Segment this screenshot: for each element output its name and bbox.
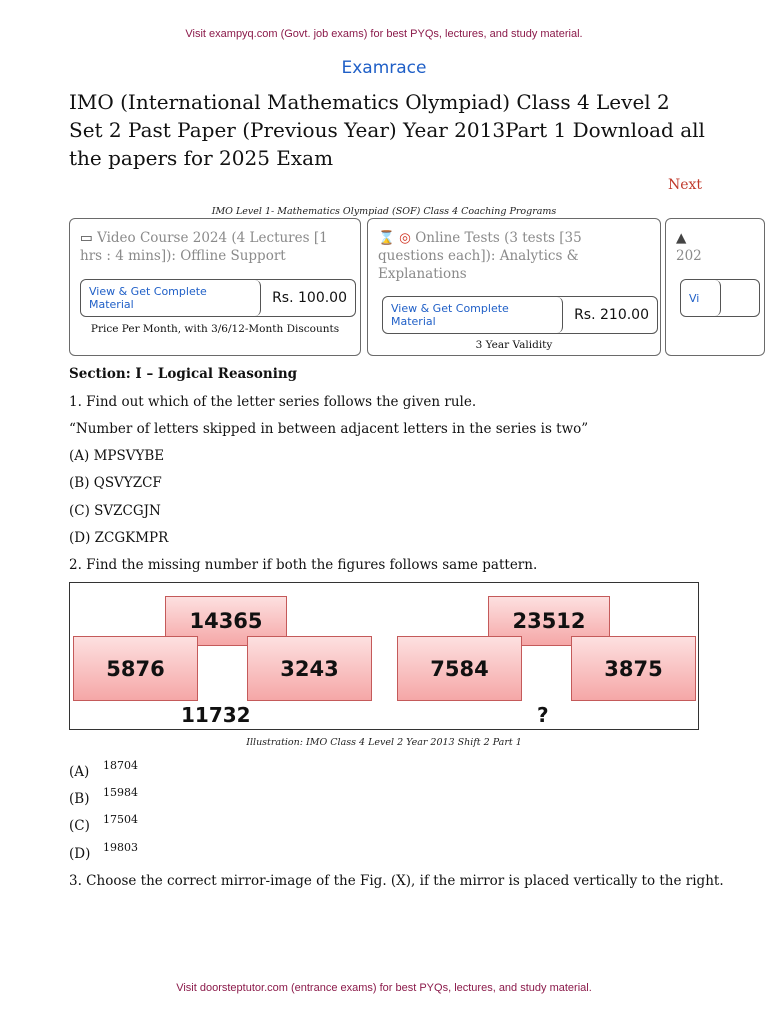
figure-caption: Illustration: IMO Class 4 Level 2 Year 2013 Shift 2 Part 1 xyxy=(246,737,522,748)
view-material-button[interactable]: Vi xyxy=(681,280,721,316)
option-value: 15984 xyxy=(103,786,138,799)
q2-option-a xyxy=(69,759,138,780)
option-label: (C) xyxy=(69,818,90,834)
program-card-partial xyxy=(665,218,765,356)
question-1-rule: “Number of letters skipped in between adjacent letters in the series is two” xyxy=(69,421,589,437)
card-cta xyxy=(382,296,658,334)
option-value: 19803 xyxy=(103,841,138,854)
programs-carousel xyxy=(69,218,702,360)
right-result: ? xyxy=(537,703,549,727)
price: Rs. 210.00 xyxy=(574,307,649,323)
right-right-box: 3875 xyxy=(571,636,696,701)
bottom-promo-banner[interactable]: Visit doorsteptutor.com (entrance exams) for best PYQs, lectures, and study material. xyxy=(176,982,592,994)
q2-option-b xyxy=(69,786,138,807)
question-1: 1. Find out which of the letter series follows the given rule. xyxy=(69,394,477,410)
q1-option-d: (D) ZCGKMPR xyxy=(69,530,169,546)
right-top-box: 23512 xyxy=(488,596,610,646)
page-title: IMO (International Mathematics Olympiad) Class 4 Level 2 Set 2 Past Paper (Previous Year) Year 2013Part 1 Download all the papers for 2025 Exam xyxy=(69,90,705,170)
view-material-button[interactable]: View & Get Complete Material xyxy=(383,297,563,333)
card-cta xyxy=(80,279,356,317)
top-promo-banner[interactable]: Visit exampyq.com (Govt. job exams) for best PYQs, lectures, and study material. xyxy=(185,28,583,40)
program-card-video xyxy=(69,218,361,356)
option-label: (A) xyxy=(69,764,90,780)
card-note: Price Per Month, with 3/6/12-Month Discounts xyxy=(90,323,340,335)
question-2: 2. Find the missing number if both the figures follows same pattern. xyxy=(69,557,538,573)
card-title: Online Tests (3 tests [35 questions each]): Analytics & Explanations xyxy=(378,230,582,282)
q1-option-b: (B) QSVYZCF xyxy=(69,475,162,491)
option-label: (B) xyxy=(69,791,90,807)
option-label: (D) xyxy=(69,846,91,862)
option-value: 17504 xyxy=(103,813,138,826)
left-top-box: 14365 xyxy=(165,596,287,646)
left-result: 11732 xyxy=(181,703,251,727)
program-card-tests xyxy=(367,218,661,356)
site-brand-link[interactable]: Examrace xyxy=(341,58,427,78)
option-value: 18704 xyxy=(103,759,138,772)
teacher-icon: ▭ xyxy=(80,230,93,246)
target-icon: ◎ xyxy=(399,230,411,246)
q1-option-a: (A) MPSVYBE xyxy=(69,448,165,464)
card-title: 202 xyxy=(676,248,702,264)
left-right-box: 3243 xyxy=(247,636,372,701)
question-3: 3. Choose the correct mirror-image of the Fig. (X), if the mirror is placed vertically to the right. xyxy=(69,873,724,889)
view-material-button[interactable]: View & Get Complete Material xyxy=(81,280,261,316)
section-heading: Section: I – Logical Reasoning xyxy=(69,366,298,382)
card-cta xyxy=(680,279,760,317)
q2-option-d xyxy=(69,841,138,862)
left-left-box: 5876 xyxy=(73,636,198,701)
right-left-box: 7584 xyxy=(397,636,522,701)
hourglass-icon: ⌛ xyxy=(378,230,395,246)
programs-caption: IMO Level 1- Mathematics Olympiad (SOF) Class 4 Coaching Programs xyxy=(211,206,557,217)
next-link[interactable]: Next xyxy=(668,177,703,193)
graduation-cap-icon: ▲ xyxy=(676,230,687,246)
number-pattern-figure xyxy=(69,582,699,730)
q1-option-c: (C) SVZCGJN xyxy=(69,503,161,519)
price: Rs. 100.00 xyxy=(272,290,347,306)
q2-option-c xyxy=(69,813,138,834)
card-note: 3 Year Validity xyxy=(475,339,553,351)
card-title: Video Course 2024 (4 Lectures [1 hrs : 4 mins]): Offline Support xyxy=(80,230,328,264)
